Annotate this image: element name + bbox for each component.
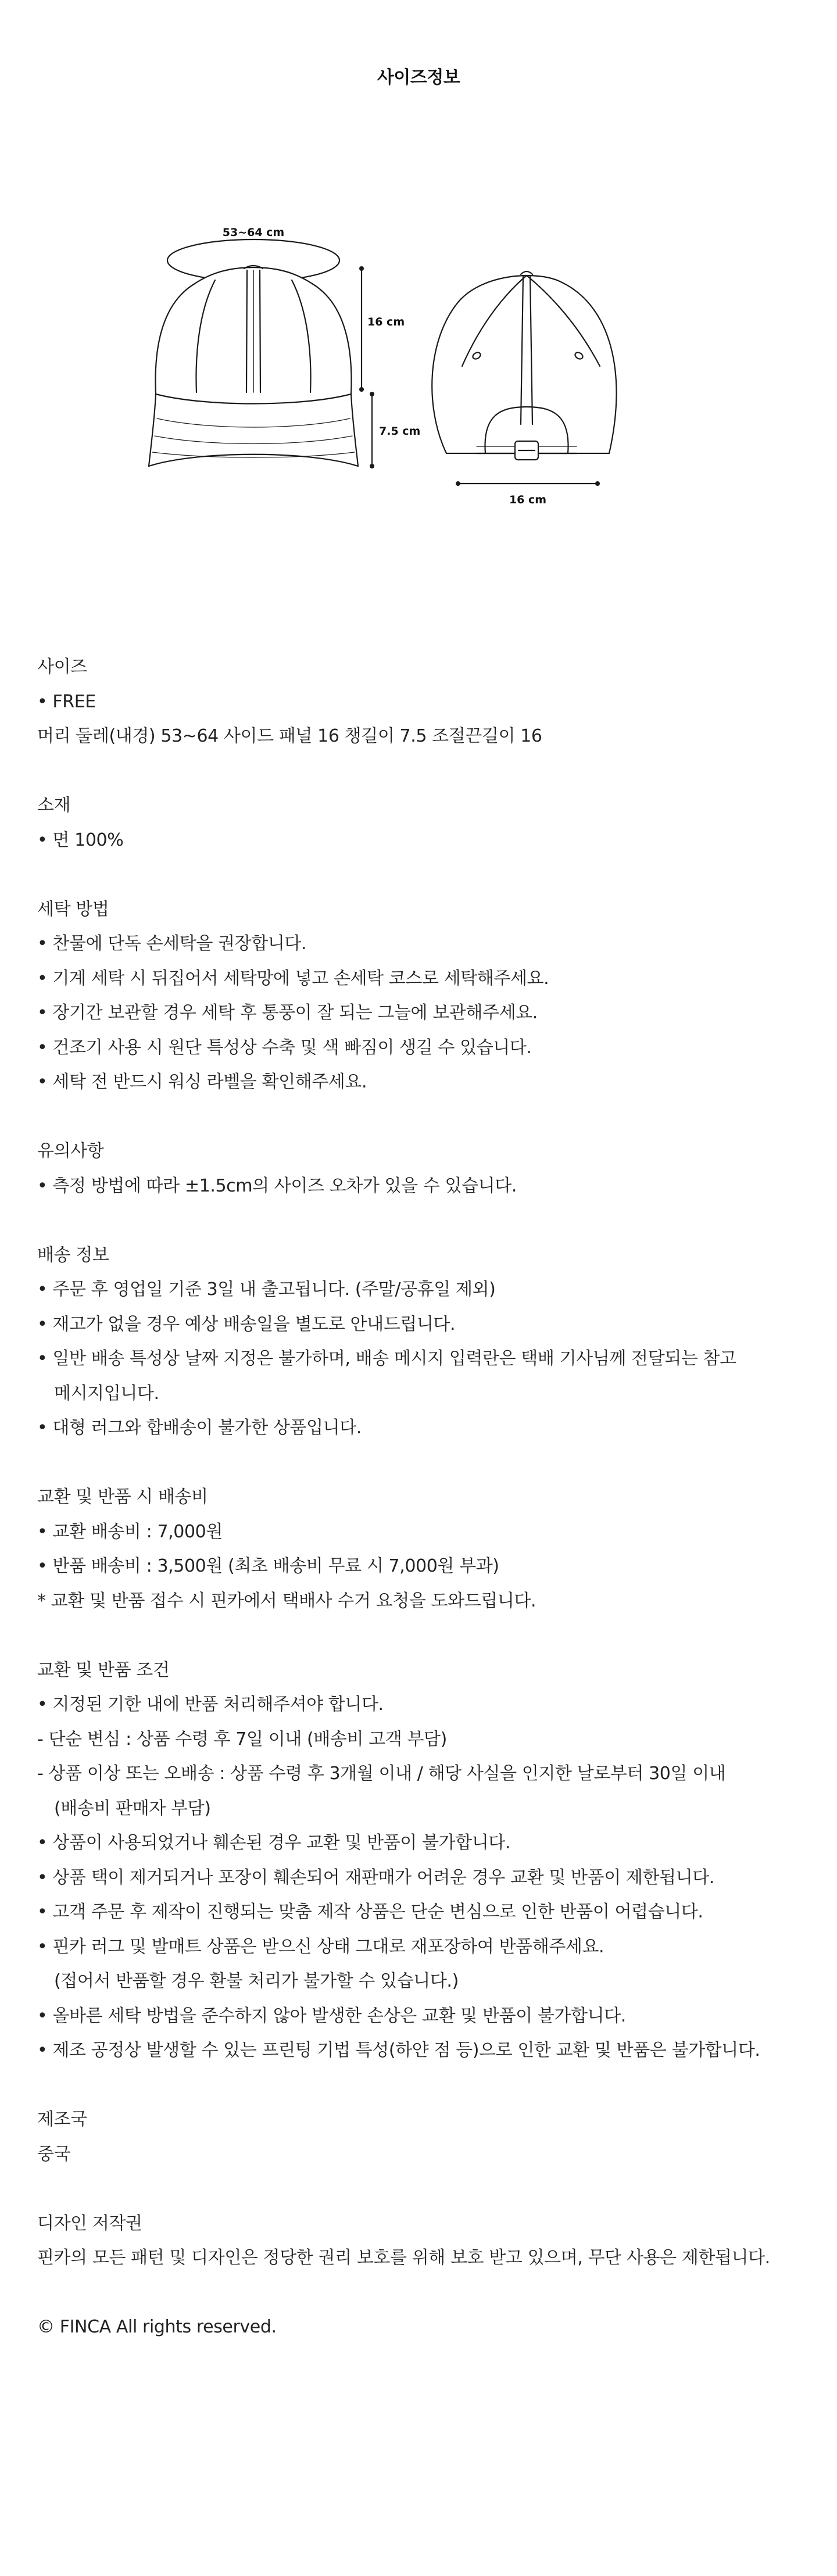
info-line: - 상품 이상 또는 오배송 : 상품 수령 후 3개월 이내 / 해당 사실을 인지한 날로부터 30일 이내 [37,1763,726,1784]
info-line: (배송비 판매자 부담) [54,1798,211,1819]
info-line: • 대형 러그와 합배송이 불가한 상품입니다. [37,1418,362,1438]
section-material [37,788,804,857]
info-line: • 찬물에 단독 손세탁을 권장합니다. [37,933,307,954]
cap-size-diagram [128,215,686,541]
section-size [37,650,804,754]
info-line: 머리 둘레(내경) 53~64 사이드 패널 16 챙길이 7.5 조절끈길이 16 [37,726,542,746]
section-title: 디자인 저작권 [37,2213,142,2234]
section-return-fee [37,1480,804,1618]
info-line: • 일반 배송 특성상 날짜 지정은 불가하며, 배송 메시지 입력란은 택배 기사님께 전달되는 참고 [37,1348,736,1369]
info-line: • 상품 택이 제거되거나 포장이 훼손되어 재판매가 어려운 경우 교환 및 반품이 제한됩니다. [37,1867,714,1888]
info-line: • 핀카 러그 및 발매트 상품은 받으신 상태 그대로 재포장하여 반품해주세요. [37,1936,604,1957]
info-line: * 교환 및 반품 접수 시 핀카에서 택배사 수거 요청을 도와드립니다. [37,1590,536,1611]
section-notice [37,1134,804,1203]
circumference-label: 53~64 cm [222,226,285,239]
info-line: 핀카의 모든 패턴 및 디자인은 정당한 권리 보호를 위해 보호 받고 있으며, 무단 사용은 제한됩니다. [37,2248,770,2268]
cap-front-view [149,239,372,466]
info-line: • 측정 방법에 따라 ±1.5cm의 사이즈 오차가 있을 수 있습니다. [37,1175,517,1196]
info-line: • FREE [37,691,96,712]
info-line: 중국 [37,2144,71,2164]
info-line: (접어서 반품할 경우 환불 처리가 불가할 수 있습니다.) [54,1971,459,1991]
info-line: • 재고가 없을 경우 예상 배송일을 별도로 안내드립니다. [37,1314,456,1334]
side-height-label: 16 cm [367,316,405,328]
info-line: • 상품이 사용되었거나 훼손된 경우 교환 및 반품이 불가합니다. [37,1833,511,1853]
info-line: • 세탁 전 반드시 워싱 라벨을 확인해주세요. [37,1072,367,1092]
info-line: • 기계 세탁 시 뒤집어서 세탁망에 넣고 손세탁 코스로 세탁해주세요. [37,968,549,989]
section-origin [37,2102,804,2171]
section-return-conditions [37,1653,804,2068]
section-title: 교환 및 반품 시 배송비 [37,1487,208,1507]
strap-length-label: 16 cm [509,493,547,506]
section-title: 소재 [37,795,71,815]
section-washing [37,892,804,1100]
info-line: • 장기간 보관할 경우 세탁 후 통풍이 잘 되는 그늘에 보관해주세요. [37,1003,538,1023]
product-info [37,650,804,2345]
info-line: • 교환 배송비 : 7,000원 [37,1521,223,1542]
section-title: 유의사항 [37,1141,104,1161]
info-line: • 고객 주문 후 제작이 진행되는 맞춤 제작 상품은 단순 변심으로 인한 반품이 어렵습니다. [37,1902,703,1922]
section-title: 교환 및 반품 조건 [37,1659,170,1680]
info-line: 메시지입니다. [54,1383,159,1404]
info-line: • 면 100% [37,829,124,850]
section-title: 세탁 방법 [37,899,109,920]
info-line: • 반품 배송비 : 3,500원 (최초 배송비 무료 시 7,000원 부과) [37,1556,499,1576]
copyright-notice: © FINCA All rights reserved. [37,2317,277,2337]
section-shipping [37,1238,804,1446]
section-title: 사이즈 [37,657,87,677]
info-line: • 올바른 세탁 방법을 준수하지 않아 발생한 손상은 교환 및 반품이 불가합니다. [37,2005,626,2026]
info-line: - 단순 변심 : 상품 수령 후 7일 이내 (배송비 고객 부담) [37,1729,447,1749]
brim-length-label: 7.5 cm [379,425,421,438]
info-line: • 제조 공정상 발생할 수 있는 프린팅 기법 특성(하얀 점 등)으로 인한 교환 및 반품은 불가합니다. [37,2040,760,2060]
info-line: • 건조기 사용 시 원단 특성상 수축 및 색 빠짐이 생길 수 있습니다. [37,1037,532,1058]
page-title: 사이즈정보 [377,67,460,88]
info-line: • 주문 후 영업일 기준 3일 내 출고됩니다. (주말/공휴일 제외) [37,1279,496,1300]
info-line: • 지정된 기한 내에 반품 처리해주셔야 합니다. [37,1694,384,1715]
section-title: 제조국 [37,2109,87,2130]
section-copyright-design [37,2206,804,2276]
cap-back-view [432,271,616,484]
section-title: 배송 정보 [37,1244,109,1265]
